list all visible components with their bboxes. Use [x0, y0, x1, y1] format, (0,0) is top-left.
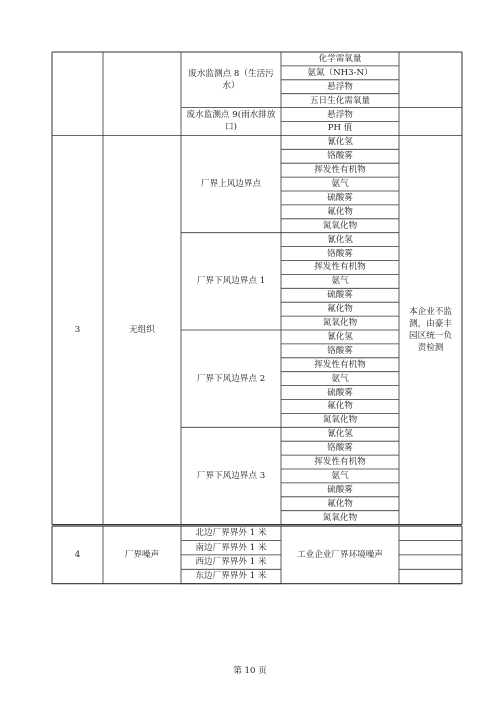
monitoring-item: 硫酸雾	[327, 484, 353, 495]
monitoring-item: 氰化氢	[327, 234, 353, 245]
monitoring-item: 氰化氢	[327, 429, 353, 440]
monitoring-item: 氰化氢	[327, 331, 353, 342]
row-note: 本企业不监测，由豪丰园区统一负责检测	[409, 306, 452, 353]
row-index: 4	[74, 549, 81, 560]
noise-point: 北边厂界界外 1 米	[195, 528, 267, 539]
monitoring-point: 厂界下风边界点 3	[196, 470, 266, 481]
noise-item: 工业企业厂界环境噪声	[297, 549, 383, 560]
monitoring-item: 氟化物	[327, 401, 353, 412]
monitoring-item: 氮氧化物	[322, 318, 358, 329]
monitoring-item: 氮氧化物	[322, 415, 358, 426]
monitoring-item: 挥发性有机物	[314, 457, 366, 468]
monitoring-item: 氮氧化物	[322, 220, 358, 231]
monitoring-point: 废水监测点 9(雨水排放 口)	[186, 110, 276, 133]
monitoring-point: 废水监测点 8（生活污 水）	[188, 68, 274, 91]
monitoring-item: 挥发性有机物	[314, 262, 366, 273]
monitoring-item: 悬浮物	[327, 81, 353, 92]
monitoring-point: 厂界下风边界点 1	[196, 276, 266, 287]
monitoring-item: 挥发性有机物	[314, 165, 366, 176]
monitoring-item: 悬浮物	[327, 109, 353, 120]
monitoring-item: 硫酸雾	[327, 387, 353, 398]
monitoring-item: 氨氮（NH3-N）	[307, 67, 373, 78]
row-type: 厂界噪声	[124, 549, 160, 560]
row-type: 无组织	[129, 324, 155, 335]
noise-point: 东边厂界界外 1 米	[195, 571, 267, 582]
monitoring-item: 铬酸雾	[327, 248, 353, 259]
row-index: 3	[74, 324, 81, 335]
noise-point: 西边厂界界外 1 米	[195, 557, 267, 568]
monitoring-item: 氨气	[331, 470, 349, 481]
monitoring-item: 氮氧化物	[322, 512, 358, 523]
monitoring-item: 五日生化需氧量	[309, 95, 371, 106]
monitoring-item: 硫酸雾	[327, 192, 353, 203]
monitoring-item: 铬酸雾	[327, 151, 353, 162]
monitoring-item: 硫酸雾	[327, 290, 353, 301]
monitoring-item: 铬酸雾	[327, 443, 353, 454]
monitoring-item: 氟化物	[327, 206, 353, 217]
monitoring-item: PH 值	[327, 123, 353, 134]
monitoring-item: 挥发性有机物	[314, 359, 366, 370]
monitoring-point: 厂界上风边界点	[200, 179, 262, 190]
monitoring-item: 氨气	[331, 179, 349, 190]
monitoring-item: 氰化氢	[327, 137, 353, 148]
monitoring-item: 铬酸雾	[327, 345, 353, 356]
monitoring-item: 氟化物	[327, 498, 353, 509]
monitoring-item: 氨气	[331, 276, 349, 287]
monitoring-item: 化学需氧量	[318, 53, 362, 64]
page-number: 第 10 页	[233, 666, 267, 676]
monitoring-item: 氨气	[331, 373, 349, 384]
monitoring-item: 氟化物	[327, 304, 353, 315]
monitoring-point: 厂界下风边界点 2	[196, 373, 266, 384]
noise-point: 南边厂界界外 1 米	[195, 542, 267, 553]
